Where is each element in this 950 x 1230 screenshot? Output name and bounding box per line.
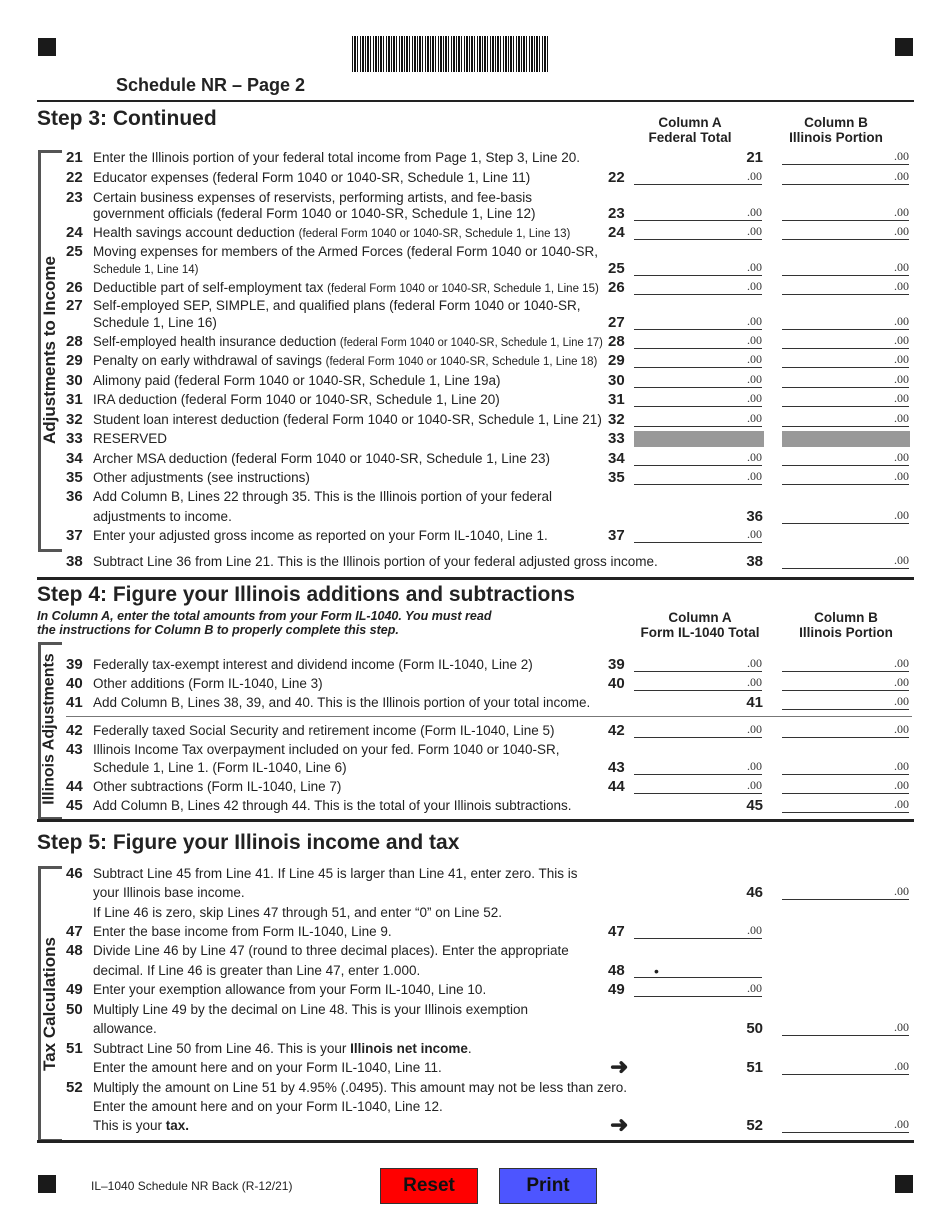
divider: [37, 1140, 914, 1143]
column-a-line-number: 40: [608, 675, 625, 692]
line-number: 51: [66, 1040, 83, 1057]
column-b-input[interactable]: .00: [782, 314, 909, 330]
line-text: Archer MSA deduction (federal Form 1040 or 1040-SR, Schedule 1, Line 23): [93, 451, 551, 466]
arrow-right-icon: ➜: [610, 1054, 629, 1079]
line-number: 27: [66, 297, 83, 314]
column-b-input[interactable]: .00: [782, 1059, 909, 1075]
column-b-input[interactable]: .00: [782, 722, 909, 738]
line-number: 32: [66, 411, 83, 428]
text-segment: (federal Form 1040 or 1040-SR, Schedule 1, Line 18): [325, 356, 598, 368]
registration-mark: [895, 38, 913, 56]
line-text: your Illinois base income.: [93, 885, 245, 900]
col-a-title: Column A: [668, 610, 732, 625]
step3-column-b-header: [776, 115, 896, 145]
column-a-input[interactable]: .00: [634, 778, 762, 794]
text-segment: This is your: [93, 1118, 166, 1133]
line-number: 23: [66, 189, 83, 206]
line-number: 26: [66, 279, 83, 296]
side-label-text: Illinois Adjustments: [41, 653, 59, 805]
column-a-input[interactable]: .00: [634, 469, 762, 485]
line-text: Subtract Line 45 from Line 41. If Line 45 is larger than Line 41, enter zero. This is: [93, 866, 578, 881]
print-button[interactable]: Print: [499, 1168, 597, 1204]
text-segment: Illinois net income: [350, 1041, 468, 1056]
reset-button[interactable]: Reset: [380, 1168, 478, 1204]
step4-column-b-header: [786, 610, 906, 640]
column-a-line-number: 37: [608, 527, 625, 544]
step4-title: Step 4: Figure your Illinois additions and subtractions: [37, 583, 575, 606]
line-number: 36: [66, 488, 83, 505]
line-text: [93, 261, 199, 278]
line-number: 38: [66, 553, 83, 570]
line-text: allowance.: [93, 1021, 157, 1036]
line-number: 39: [66, 656, 83, 673]
line-number: 25: [66, 243, 83, 260]
col-a-subtitle: Federal Total: [648, 130, 732, 145]
barcode: [352, 36, 548, 72]
column-b-input[interactable]: .00: [782, 759, 909, 775]
line-text: Add Column B, Lines 22 through 35. This is the Illinois portion of your federal: [93, 489, 553, 504]
column-a-input[interactable]: .00: [634, 722, 762, 738]
column-a-line-number: 43: [608, 759, 625, 776]
line-text: Educator expenses (federal Form 1040 or 1040-SR, Schedule 1, Line 11): [93, 170, 531, 185]
line-text: Illinois Income Tax overpayment included on your fed. Form 1040 or 1040-SR,: [93, 742, 560, 757]
line-text: Moving expenses for members of the Armed Forces (federal Form 1040 or 1040-SR,: [93, 244, 598, 259]
column-a-input[interactable]: .00: [634, 205, 762, 221]
line-number: 30: [66, 372, 83, 389]
line-number: 50: [66, 1001, 83, 1018]
column-b-input[interactable]: .00: [782, 372, 909, 388]
text-segment: Self-employed health insurance deduction: [93, 334, 340, 349]
line-text: Enter the base income from Form IL-1040, Line 9.: [93, 924, 392, 939]
column-b-input[interactable]: .00: [782, 169, 909, 185]
column-b-input[interactable]: .00: [782, 675, 909, 691]
column-b-input[interactable]: .00: [782, 1020, 909, 1036]
text-segment: Schedule 1, Line 14): [93, 264, 199, 276]
reserved-shaded-box: [634, 431, 764, 447]
column-a-line-number: 30: [608, 372, 625, 389]
line-number: 52: [66, 1079, 83, 1096]
column-b-input[interactable]: .00: [782, 224, 909, 240]
column-a-input[interactable]: .00: [634, 224, 762, 240]
line-number: 24: [66, 224, 83, 241]
column-b-input[interactable]: .00: [782, 149, 909, 165]
registration-mark: [895, 1175, 913, 1193]
line-number: 44: [66, 778, 83, 795]
column-b-input[interactable]: .00: [782, 694, 909, 710]
column-a-input[interactable]: .00: [634, 981, 762, 997]
line-number: 47: [66, 923, 83, 940]
line-text: Federally tax-exempt interest and dividend income (Form IL-1040, Line 2): [93, 657, 533, 672]
column-b-input[interactable]: .00: [782, 260, 909, 276]
line-text: Subtract Line 36 from Line 21. This is the Illinois portion of your federal adjusted gross income.: [93, 554, 658, 569]
column-a-line-number: 29: [608, 352, 625, 369]
column-a-line-number: 35: [608, 469, 625, 486]
line-number: 22: [66, 169, 83, 186]
line-text: Divide Line 46 by Line 47 (round to three decimal places). Enter the appropriate: [93, 943, 569, 958]
line-text: government officials (federal Form 1040 or 1040-SR, Schedule 1, Line 12): [93, 206, 536, 221]
column-a-input[interactable]: .00: [634, 372, 762, 388]
column-a-line-number: 49: [608, 981, 625, 998]
instruction-line: In Column A, enter the total amounts from your Form IL-1040. You must read: [37, 609, 492, 623]
text-segment: (federal Form 1040 or 1040-SR, Schedule 1, Line 13): [298, 228, 571, 240]
line-text: [93, 334, 603, 351]
col-b-title: Column B: [814, 610, 878, 625]
column-a-line-number: 34: [608, 450, 625, 467]
column-b-input[interactable]: .00: [782, 797, 909, 813]
side-label: [38, 866, 62, 1142]
column-a-input[interactable]: .00: [634, 279, 762, 295]
decimal-point: •: [654, 963, 659, 979]
divider: [37, 100, 914, 102]
step4-column-a-header: [630, 610, 770, 640]
line-text: Certain business expenses of reservists, performing artists, and fee-basis: [93, 190, 532, 205]
column-a-input[interactable]: .00: [634, 656, 762, 672]
text-segment: Deductible part of self-employment tax: [93, 280, 328, 295]
column-a-input[interactable]: .00: [634, 411, 762, 427]
column-a-line-number: 25: [608, 260, 625, 277]
column-a-input[interactable]: .00: [634, 450, 762, 466]
column-a-line-number: 42: [608, 722, 625, 739]
line-text: decimal. If Line 46 is greater than Line 47, enter 1.000.: [93, 963, 421, 978]
line-text: [93, 280, 599, 297]
col-a-title: Column A: [658, 115, 722, 130]
line-text: Add Column B, Lines 42 through 44. This is the total of your Illinois subtractions.: [93, 798, 572, 813]
column-b-input[interactable]: .00: [782, 391, 909, 407]
step3-title: Step 3: Continued: [37, 107, 217, 130]
instruction-line: the instructions for Column B to properly complete this step.: [37, 623, 399, 637]
line-number: 37: [66, 527, 83, 544]
column-a-line-number: 32: [608, 411, 625, 428]
line-number: 48: [66, 942, 83, 959]
line-number: 29: [66, 352, 83, 369]
line-text: adjustments to income.: [93, 509, 232, 524]
column-a-input[interactable]: .00: [634, 169, 762, 185]
col-b-subtitle: Illinois Portion: [799, 625, 893, 640]
line-text: IRA deduction (federal Form 1040 or 1040-SR, Schedule 1, Line 20): [93, 392, 500, 407]
column-b-line-number: 36: [746, 508, 763, 525]
column-a-input[interactable]: .00: [634, 314, 762, 330]
column-a-line-number: 44: [608, 778, 625, 795]
line-text: [93, 225, 570, 242]
line-text: [93, 1118, 189, 1134]
column-a-line-number: 47: [608, 923, 625, 940]
column-b-line-number: 50: [746, 1020, 763, 1037]
line-number: 45: [66, 797, 83, 814]
text-segment: Penalty on early withdrawal of savings: [93, 353, 326, 368]
column-b-line-number: 46: [746, 884, 763, 901]
column-b-input[interactable]: .00: [782, 1117, 909, 1133]
text-segment: Subtract Line 50 from Line 46. This is your: [93, 1041, 351, 1056]
column-a-line-number: 33: [608, 430, 625, 447]
column-a-line-number: 24: [608, 224, 625, 241]
column-b-input[interactable]: .00: [782, 411, 909, 427]
column-b-input[interactable]: .00: [782, 553, 909, 569]
column-b-input[interactable]: .00: [782, 469, 909, 485]
divider: [37, 577, 914, 580]
column-a-line-number: 26: [608, 279, 625, 296]
column-b-line-number: 45: [746, 797, 763, 814]
line-number: 41: [66, 694, 83, 711]
column-a-line-number: 27: [608, 314, 625, 331]
column-a-input[interactable]: .00: [634, 260, 762, 276]
side-label: [38, 150, 62, 550]
column-a-input[interactable]: .00: [634, 333, 762, 349]
side-label: [38, 640, 62, 818]
line-number: 21: [66, 149, 83, 166]
line-text: Enter the amount here and on your Form IL-1040, Line 12.: [93, 1099, 443, 1114]
text-segment: tax.: [165, 1118, 190, 1133]
column-b-input[interactable]: .00: [782, 333, 909, 349]
reserved-shaded-box: [782, 431, 910, 447]
divider: [37, 819, 914, 822]
column-b-line-number: 52: [746, 1117, 763, 1134]
line-number: 31: [66, 391, 83, 408]
registration-mark: [38, 1175, 56, 1193]
line-text: Self-employed SEP, SIMPLE, and qualified plans (federal Form 1040 or 1040-SR,: [93, 298, 581, 313]
step3-column-a-header: [630, 115, 750, 145]
text-segment: .: [467, 1041, 472, 1056]
column-b-input[interactable]: .00: [782, 205, 909, 221]
line-text: RESERVED: [93, 431, 168, 446]
column-b-line-number: 51: [746, 1059, 763, 1076]
side-label-text: Tax Calculations: [40, 937, 59, 1071]
line-text: Enter your exemption allowance from your Form IL-1040, Line 10.: [93, 982, 487, 997]
line-text: Enter the amount here and on your Form IL-1040, Line 11.: [93, 1060, 442, 1075]
line-number: 35: [66, 469, 83, 486]
column-b-input[interactable]: .00: [782, 450, 909, 466]
column-b-line-number: 41: [746, 694, 763, 711]
line-number: 40: [66, 675, 83, 692]
line-text: Add Column B, Lines 38, 39, and 40. This is the Illinois portion of your total income.: [93, 695, 591, 710]
line-text: Alimony paid (federal Form 1040 or 1040-SR, Schedule 1, Line 19a): [93, 373, 501, 388]
column-b-input[interactable]: .00: [782, 279, 909, 295]
text-segment: (federal Form 1040 or 1040-SR, Schedule 1, Line 17): [339, 337, 603, 349]
column-b-input[interactable]: .00: [782, 352, 909, 368]
column-a-input[interactable]: .00: [634, 352, 762, 368]
line-number: 49: [66, 981, 83, 998]
column-a-input[interactable]: .00: [634, 759, 762, 775]
page-title: Schedule NR – Page 2: [116, 75, 306, 95]
line-text: Student loan interest deduction (federal Form 1040 or 1040-SR, Schedule 1, Line 21): [93, 412, 602, 427]
column-a-input[interactable]: .00: [634, 391, 762, 407]
line-text: Enter your adjusted gross income as reported on your Form IL-1040, Line 1.: [93, 528, 548, 543]
line-text: Multiply Line 49 by the decimal on Line 48. This is your Illinois exemption: [93, 1002, 528, 1017]
form-id: IL–1040 Schedule NR Back (R-12/21): [91, 1179, 293, 1193]
column-b-line-number: 21: [746, 149, 763, 166]
column-b-input[interactable]: .00: [782, 508, 909, 524]
line-text: Multiply the amount on Line 51 by 4.95% (.0495). This amount may not be less than zero.: [93, 1080, 628, 1095]
line-text: Schedule 1, Line 1. (Form IL-1040, Line 6): [93, 760, 347, 775]
column-b-input[interactable]: .00: [782, 656, 909, 672]
arrow-right-icon: ➜: [610, 1112, 629, 1137]
column-a-input[interactable]: .00: [634, 923, 762, 939]
column-a-line-number: 48: [608, 962, 625, 979]
column-b-line-number: 38: [746, 553, 763, 570]
line-number: 28: [66, 333, 83, 350]
line-text: Other additions (Form IL-1040, Line 3): [93, 676, 323, 691]
side-label-text: Adjustments to Income: [40, 256, 59, 444]
line-text: [93, 1041, 472, 1057]
registration-mark: [38, 38, 56, 56]
line-text: [93, 353, 597, 370]
step5-title: Step 5: Figure your Illinois income and tax: [37, 831, 460, 854]
line-number: 34: [66, 450, 83, 467]
line-text: Enter the Illinois portion of your federal total income from Page 1, Step 3, Line 20.: [93, 150, 581, 165]
column-a-line-number: 28: [608, 333, 625, 350]
text-segment: (federal Form 1040 or 1040-SR, Schedule 1, Line 15): [327, 283, 599, 295]
col-b-title: Column B: [804, 115, 868, 130]
text-segment: Health savings account deduction: [93, 225, 299, 240]
line-text: Schedule 1, Line 16): [93, 315, 217, 330]
column-a-input[interactable]: .00: [634, 675, 762, 691]
column-b-input[interactable]: .00: [782, 884, 909, 900]
line-text: If Line 46 is zero, skip Lines 47 through 51, and enter “0” on Line 52.: [93, 905, 503, 920]
column-b-input[interactable]: .00: [782, 778, 909, 794]
divider: [66, 716, 912, 717]
line-text: Other subtractions (Form IL-1040, Line 7): [93, 779, 342, 794]
column-a-line-number: 23: [608, 205, 625, 222]
line-number: 42: [66, 722, 83, 739]
col-b-subtitle: Illinois Portion: [789, 130, 883, 145]
col-a-subtitle: Form IL-1040 Total: [640, 625, 760, 640]
column-a-line-number: 31: [608, 391, 625, 408]
line-text: Federally taxed Social Security and retirement income (Form IL-1040, Line 5): [93, 723, 555, 738]
column-a-line-number: 39: [608, 656, 625, 673]
line-number: 33: [66, 430, 83, 447]
column-a-line-number: 22: [608, 169, 625, 186]
column-a-input[interactable]: .00: [634, 527, 762, 543]
line-text: Other adjustments (see instructions): [93, 470, 310, 485]
step4-instructions: [37, 609, 491, 637]
line-number: 46: [66, 865, 83, 882]
line-number: 43: [66, 741, 83, 758]
